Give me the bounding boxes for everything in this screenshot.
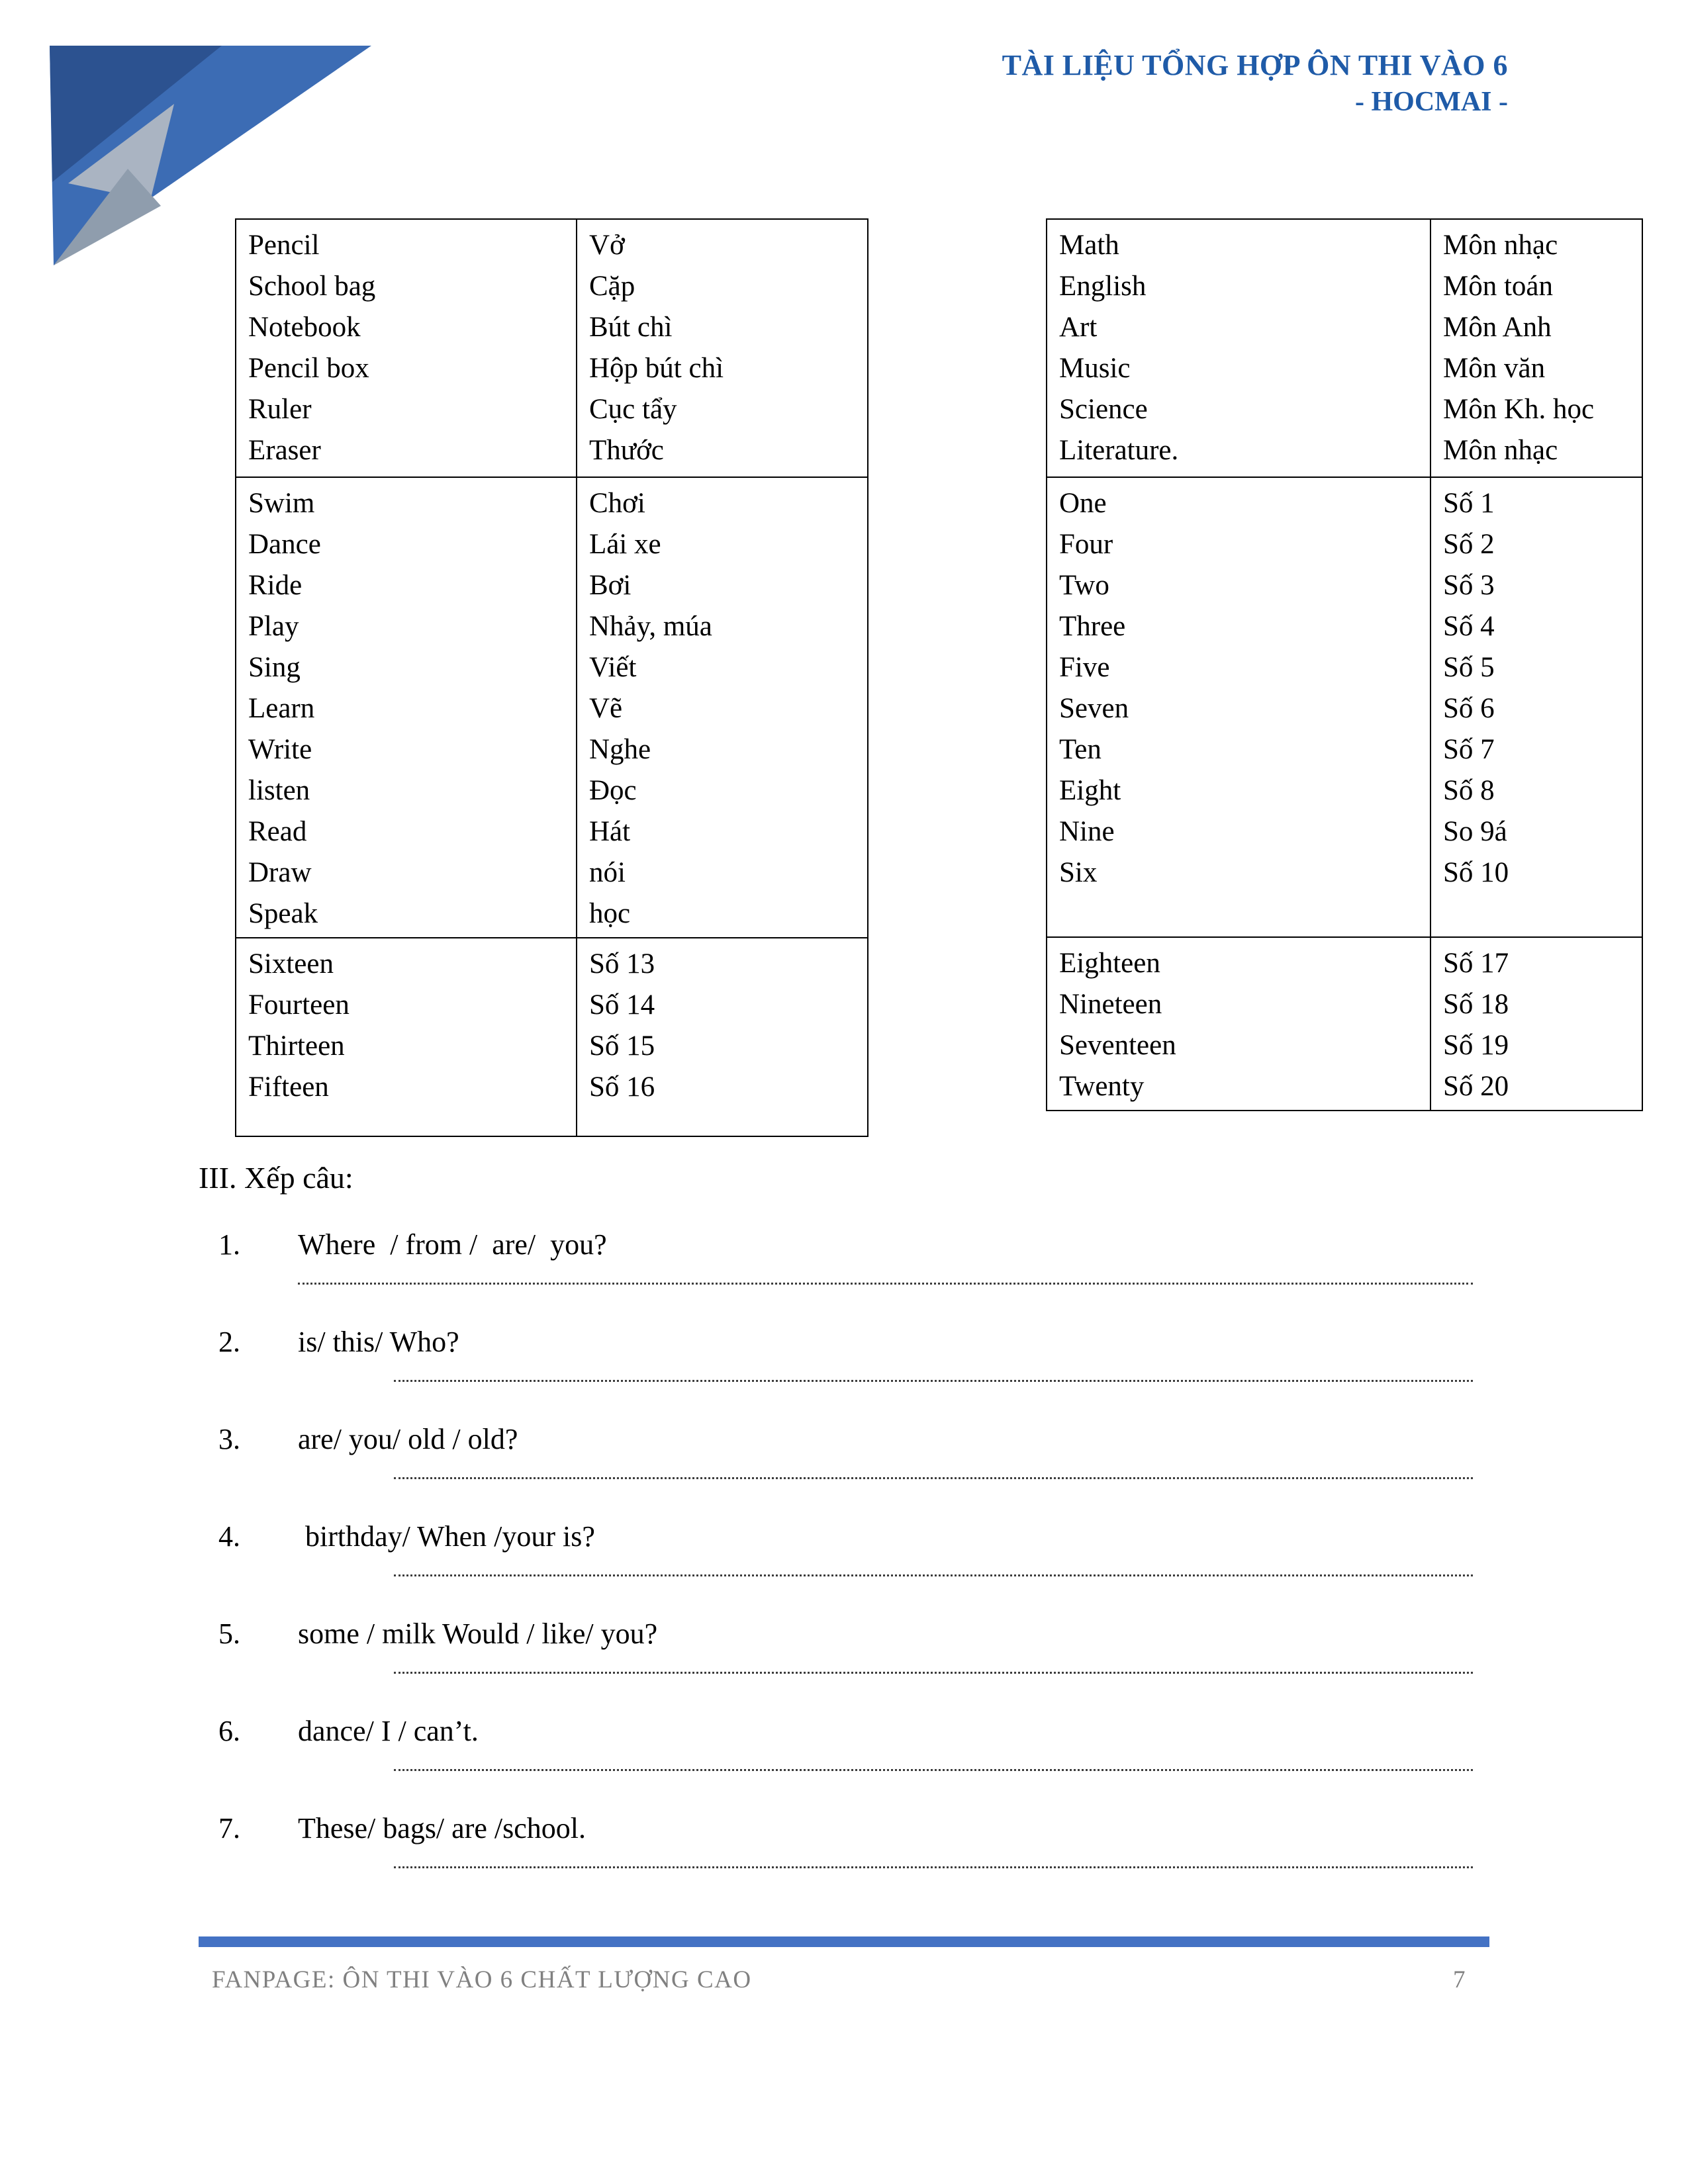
vocab-line: Số 6 — [1443, 693, 1495, 724]
vocab-line: Science — [1059, 394, 1148, 425]
question-item — [218, 1323, 1473, 1382]
question-text: dance/ I / can’t. — [298, 1715, 479, 1747]
question-item — [218, 1518, 1473, 1576]
question-text: are/ you/ old / old? — [298, 1423, 518, 1455]
vocab-line: Fourteen — [248, 989, 350, 1021]
question-number: 3. — [218, 1423, 240, 1455]
answer-dotted-line — [298, 1283, 1473, 1285]
answer-dotted-line — [394, 1380, 1473, 1382]
footer-accent-bar — [199, 1936, 1489, 1947]
vocab-line: Ten — [1059, 734, 1102, 765]
vocab-line: Swim — [248, 488, 315, 519]
vocab-line: học — [589, 898, 631, 929]
question-line — [218, 1809, 1473, 1848]
vocab-line: Draw — [248, 857, 312, 888]
question-item — [218, 1615, 1473, 1674]
vocab-cell-vi — [577, 219, 868, 477]
vocab-line: Eighteen — [1059, 948, 1160, 979]
vocab-row — [236, 219, 868, 477]
vocab-line: Bút chì — [589, 312, 673, 343]
footer-page-number: 7 — [1453, 1966, 1466, 1993]
vocab-row — [1047, 219, 1642, 477]
vocab-line: Số 10 — [1443, 857, 1509, 888]
vocab-line: Pencil — [248, 230, 320, 261]
vocab-line: Vở — [589, 230, 625, 261]
answer-dotted-line — [394, 1866, 1473, 1868]
vocab-line: Sing — [248, 652, 301, 683]
vocab-line: Số 15 — [589, 1030, 655, 1062]
vocab-line: Số 14 — [589, 989, 655, 1021]
question-line — [218, 1615, 1473, 1653]
vocab-line: One — [1059, 488, 1107, 519]
vocab-cell-vi — [577, 938, 868, 1136]
question-item — [218, 1226, 1473, 1285]
vocab-line: Môn nhạc — [1443, 230, 1558, 261]
vocab-line: Five — [1059, 652, 1110, 683]
vocab-line: Số 3 — [1443, 570, 1495, 601]
vocab-line: Read — [248, 816, 307, 847]
footer-fanpage: FANPAGE: ÔN THI VÀO 6 CHẤT LƯỢNG CAO — [212, 1966, 752, 1993]
vocab-line: Eight — [1059, 775, 1121, 806]
vocab-line: Cục tẩy — [589, 394, 677, 425]
page-footer — [212, 1966, 1466, 1994]
vocab-line: Pencil box — [248, 353, 369, 384]
answer-dotted-line — [394, 1477, 1473, 1479]
vocab-cell-en — [1047, 477, 1430, 937]
vocab-line: Ruler — [248, 394, 312, 425]
vocab-line: Hộp bút chì — [589, 353, 724, 384]
vocab-line: Thirteen — [248, 1030, 345, 1062]
vocab-line: Speak — [248, 898, 318, 929]
vocab-line: Eraser — [248, 435, 321, 466]
question-number: 4. — [218, 1520, 240, 1553]
vocab-line: Số 20 — [1443, 1071, 1509, 1102]
vocab-line: Ride — [248, 570, 303, 601]
question-text: birthday/ When /your is? — [298, 1520, 595, 1553]
vocab-row — [1047, 477, 1642, 937]
vocab-line: Math — [1059, 230, 1119, 261]
vocab-line: Số 4 — [1443, 611, 1495, 642]
vocab-cell-vi — [1430, 937, 1642, 1111]
question-text: These/ bags/ are /school. — [298, 1812, 586, 1844]
question-number: 2. — [218, 1326, 240, 1358]
question-line — [218, 1420, 1473, 1459]
question-line — [218, 1712, 1473, 1751]
vocab-line: Chơi — [589, 488, 645, 519]
question-number: 6. — [218, 1715, 240, 1747]
question-item — [218, 1420, 1473, 1479]
vocab-cell-vi — [1430, 219, 1642, 477]
vocab-line: Đọc — [589, 775, 637, 806]
vocab-line: Số 17 — [1443, 948, 1509, 979]
question-item — [218, 1809, 1473, 1868]
vocab-line: Nghe — [589, 734, 651, 765]
vocab-line: Vẽ — [589, 693, 623, 724]
vocab-line: Nine — [1059, 816, 1115, 847]
vocab-line: Viết — [589, 652, 637, 683]
section-heading: III. Xếp câu: — [199, 1161, 353, 1195]
vocab-line: Four — [1059, 529, 1113, 560]
vocab-line: Art — [1059, 312, 1098, 343]
question-line — [218, 1518, 1473, 1556]
vocab-line: English — [1059, 271, 1147, 302]
vocab-cell-en — [1047, 219, 1430, 477]
vocab-line: Số 16 — [589, 1071, 655, 1103]
answer-dotted-line — [394, 1672, 1473, 1674]
question-number: 5. — [218, 1617, 240, 1650]
answer-dotted-line — [394, 1769, 1473, 1771]
vocab-line: Số 1 — [1443, 488, 1495, 519]
vocab-line: Thước — [589, 435, 664, 466]
vocab-line: Hát — [589, 816, 631, 847]
vocab-line: Six — [1059, 857, 1098, 888]
vocab-line: Môn Anh — [1443, 312, 1552, 343]
question-list — [218, 1226, 1473, 1907]
vocab-line: listen — [248, 775, 310, 806]
vocab-line: School bag — [248, 271, 376, 302]
vocab-line: Write — [248, 734, 312, 765]
vocab-table-right — [1046, 218, 1643, 1111]
vocab-line: Nineteen — [1059, 989, 1162, 1020]
vocab-line: Two — [1059, 570, 1109, 601]
vocab-line: nói — [589, 857, 626, 888]
vocab-line: Môn văn — [1443, 353, 1546, 384]
header-subtitle: - HOCMAI - — [1355, 87, 1508, 117]
vocab-line: Music — [1059, 353, 1131, 384]
vocab-line: Seven — [1059, 693, 1129, 724]
page-header — [1002, 48, 1508, 120]
vocab-line: Notebook — [248, 312, 361, 343]
vocab-line: Môn toán — [1443, 271, 1554, 302]
vocab-line: Môn Kh. học — [1443, 394, 1595, 425]
vocab-cell-en — [236, 938, 577, 1136]
vocab-row — [236, 938, 868, 1136]
question-text: Where / from / are/ you? — [298, 1228, 607, 1261]
question-number: 7. — [218, 1812, 240, 1844]
vocab-line: Dance — [248, 529, 321, 560]
vocab-line: Lái xe — [589, 529, 661, 560]
question-item — [218, 1712, 1473, 1771]
question-text: is/ this/ Who? — [298, 1326, 459, 1358]
question-text: some / milk Would / like/ you? — [298, 1617, 658, 1650]
header-title: TÀI LIỆU TỔNG HỢP ÔN THI VÀO 6 — [1002, 49, 1508, 81]
vocab-cell-vi — [1430, 477, 1642, 937]
vocab-line: Số 19 — [1443, 1030, 1509, 1061]
vocab-row — [1047, 937, 1642, 1111]
vocab-cell-en — [236, 477, 577, 938]
question-number: 1. — [218, 1228, 240, 1261]
question-line — [218, 1226, 1473, 1264]
vocab-cell-en — [236, 219, 577, 477]
vocab-line: Play — [248, 611, 299, 642]
vocab-line: Số 8 — [1443, 775, 1495, 806]
vocab-line: Số 7 — [1443, 734, 1495, 765]
vocab-line: Cặp — [589, 271, 635, 302]
vocab-line: Literature. — [1059, 435, 1179, 466]
vocab-line: Môn nhạc — [1443, 435, 1558, 466]
vocab-line: Bơi — [589, 570, 632, 601]
vocab-line: Nhảy, múa — [589, 611, 712, 642]
vocab-line: So 9á — [1443, 816, 1507, 847]
vocab-cell-en — [1047, 937, 1430, 1111]
vocab-row — [236, 477, 868, 938]
vocab-line: Số 13 — [589, 948, 655, 979]
vocab-line: Three — [1059, 611, 1126, 642]
vocab-line: Twenty — [1059, 1071, 1145, 1102]
answer-dotted-line — [394, 1574, 1473, 1576]
vocab-line: Số 18 — [1443, 989, 1509, 1020]
vocab-line: Số 5 — [1443, 652, 1495, 683]
vocab-cell-vi — [577, 477, 868, 938]
vocab-line: Sixteen — [248, 948, 334, 979]
vocab-line: Seventeen — [1059, 1030, 1176, 1061]
vocab-line: Fifteen — [248, 1071, 329, 1103]
vocab-table-left — [235, 218, 868, 1137]
question-line — [218, 1323, 1473, 1361]
vocab-line: Learn — [248, 693, 315, 724]
vocab-line: Số 2 — [1443, 529, 1495, 560]
